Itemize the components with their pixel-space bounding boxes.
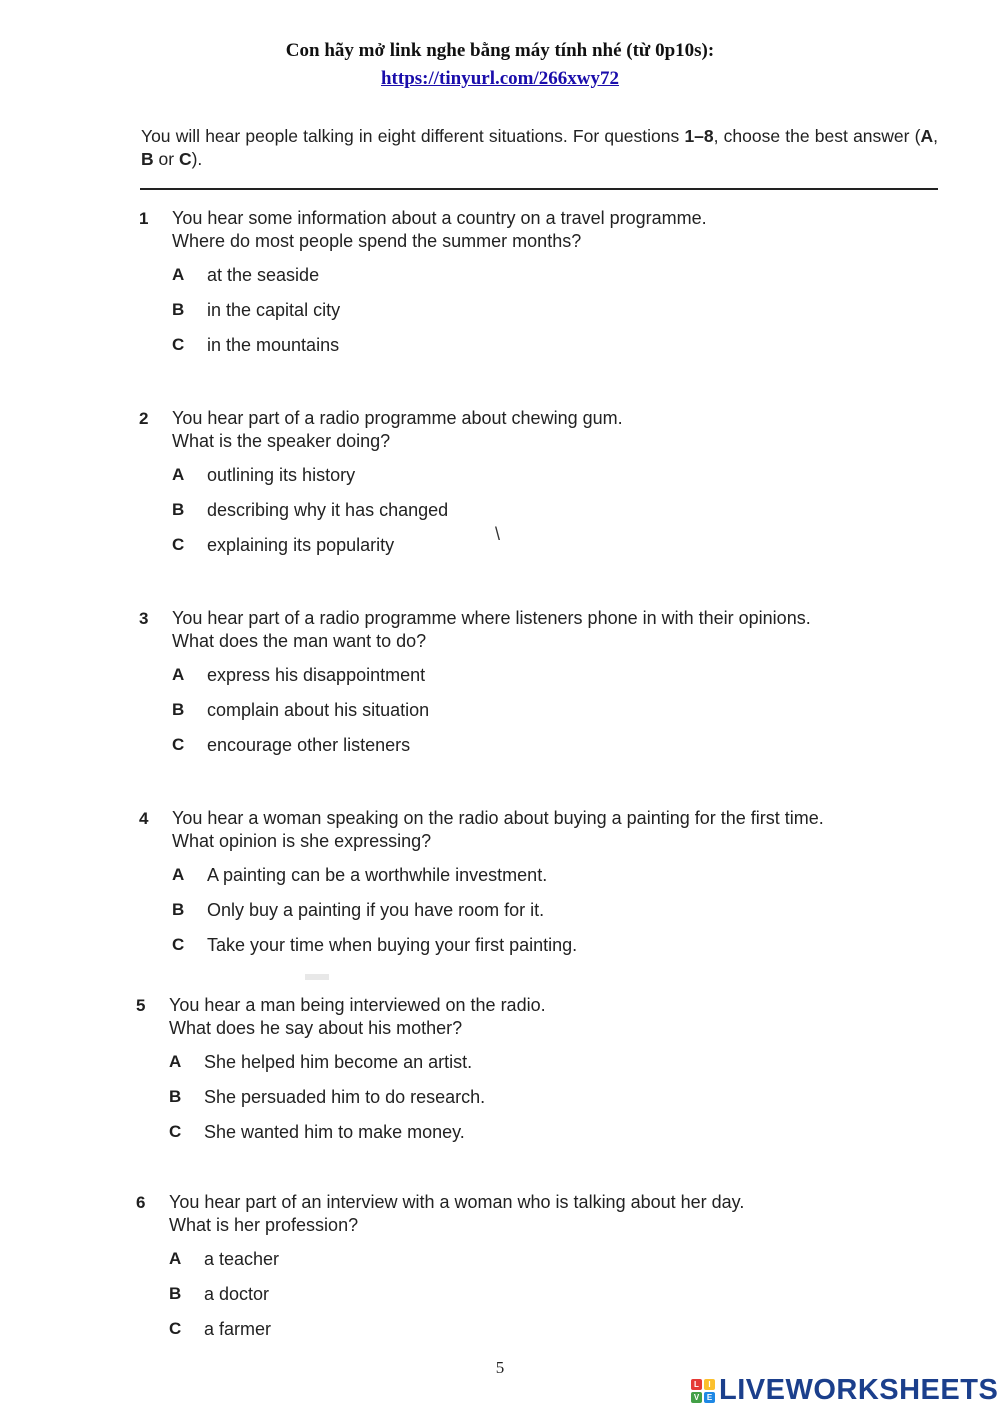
logo-tile: I (704, 1379, 715, 1390)
option-c[interactable]: C a farmer (169, 1319, 272, 1339)
option-b[interactable]: B She persuaded him to do research. (169, 1087, 486, 1107)
answer-options (169, 1247, 896, 1352)
option-a[interactable]: A A painting can be a worthwhile investment. (172, 865, 548, 885)
question-number: 2 (139, 409, 149, 428)
question-number: 3 (139, 609, 149, 628)
option-b[interactable]: B describing why it has changed (172, 500, 449, 520)
question-4 (139, 807, 899, 968)
answer-options (172, 263, 899, 368)
option-c[interactable]: C explaining its popularity (172, 535, 395, 555)
answer-options (169, 1050, 896, 1155)
option-b[interactable]: B a doctor (169, 1284, 270, 1304)
option-a[interactable]: A at the seaside (172, 265, 320, 285)
option-c[interactable]: C in the mountains (172, 335, 340, 355)
question-text: You hear part of a radio programme where listeners phone in with their opinions. What does the man want to do? (172, 608, 811, 651)
question-3 (139, 607, 899, 768)
answer-options (172, 463, 899, 568)
option-a[interactable]: A a teacher (169, 1249, 280, 1269)
intro-instructions: You will hear people talking in eight different situations. For questions 1–8, choose the best answer (A, B or C). (141, 126, 939, 169)
liveworksheets-logo-icon (691, 1379, 715, 1403)
question-text: You hear some information about a country on a travel programme. Where do most people spend the summer months? (172, 208, 707, 251)
question-number: 6 (136, 1193, 146, 1212)
logo-tile: L (691, 1379, 702, 1390)
option-b[interactable]: B Only buy a painting if you have room for it. (172, 900, 545, 920)
option-c[interactable]: C She wanted him to make money. (169, 1122, 465, 1142)
brand-name: LIVEWORKSHEETS (719, 1374, 999, 1406)
option-c[interactable]: C encourage other listeners (172, 735, 411, 755)
option-a[interactable]: A express his disappointment (172, 665, 426, 685)
option-a[interactable]: A outlining its history (172, 465, 356, 485)
divider-rule (140, 188, 938, 190)
question-number: 5 (136, 996, 146, 1015)
option-b[interactable]: B complain about his situation (172, 700, 430, 720)
question-number: 1 (139, 209, 149, 228)
audio-link[interactable]: https://tinyurl.com/266xwy72 (380, 68, 620, 89)
logo-tile: E (704, 1392, 715, 1403)
option-a[interactable]: A She helped him become an artist. (169, 1052, 473, 1072)
liveworksheets-brand (691, 1374, 998, 1407)
logo-tile: V (691, 1392, 702, 1403)
page-header (0, 37, 1000, 93)
question-6 (136, 1191, 896, 1352)
question-5 (136, 994, 896, 1155)
question-1 (139, 207, 899, 368)
answer-options (172, 863, 899, 968)
question-text: You hear part of a radio programme about chewing gum. What is the speaker doing? (172, 408, 623, 451)
page-number: 5 (495, 1358, 505, 1377)
question-2 (139, 407, 899, 568)
question-text: You hear part of an interview with a woman who is talking about her day. What is her profession? (169, 1192, 745, 1235)
option-c[interactable]: C Take your time when buying your first painting. (172, 935, 578, 955)
scan-smudge (305, 974, 329, 980)
stray-mark: \ (495, 524, 501, 544)
question-text: You hear a man being interviewed on the radio. What does he say about his mother? (169, 995, 546, 1038)
header-instruction: Con hãy mở link nghe bằng máy tính nhé (từ 0p10s): (285, 40, 715, 61)
answer-options (172, 663, 899, 768)
question-text: You hear a woman speaking on the radio about buying a painting for the first time. What opinion is she expressing? (172, 808, 824, 851)
option-b[interactable]: B in the capital city (172, 300, 341, 320)
question-number: 4 (139, 809, 149, 828)
